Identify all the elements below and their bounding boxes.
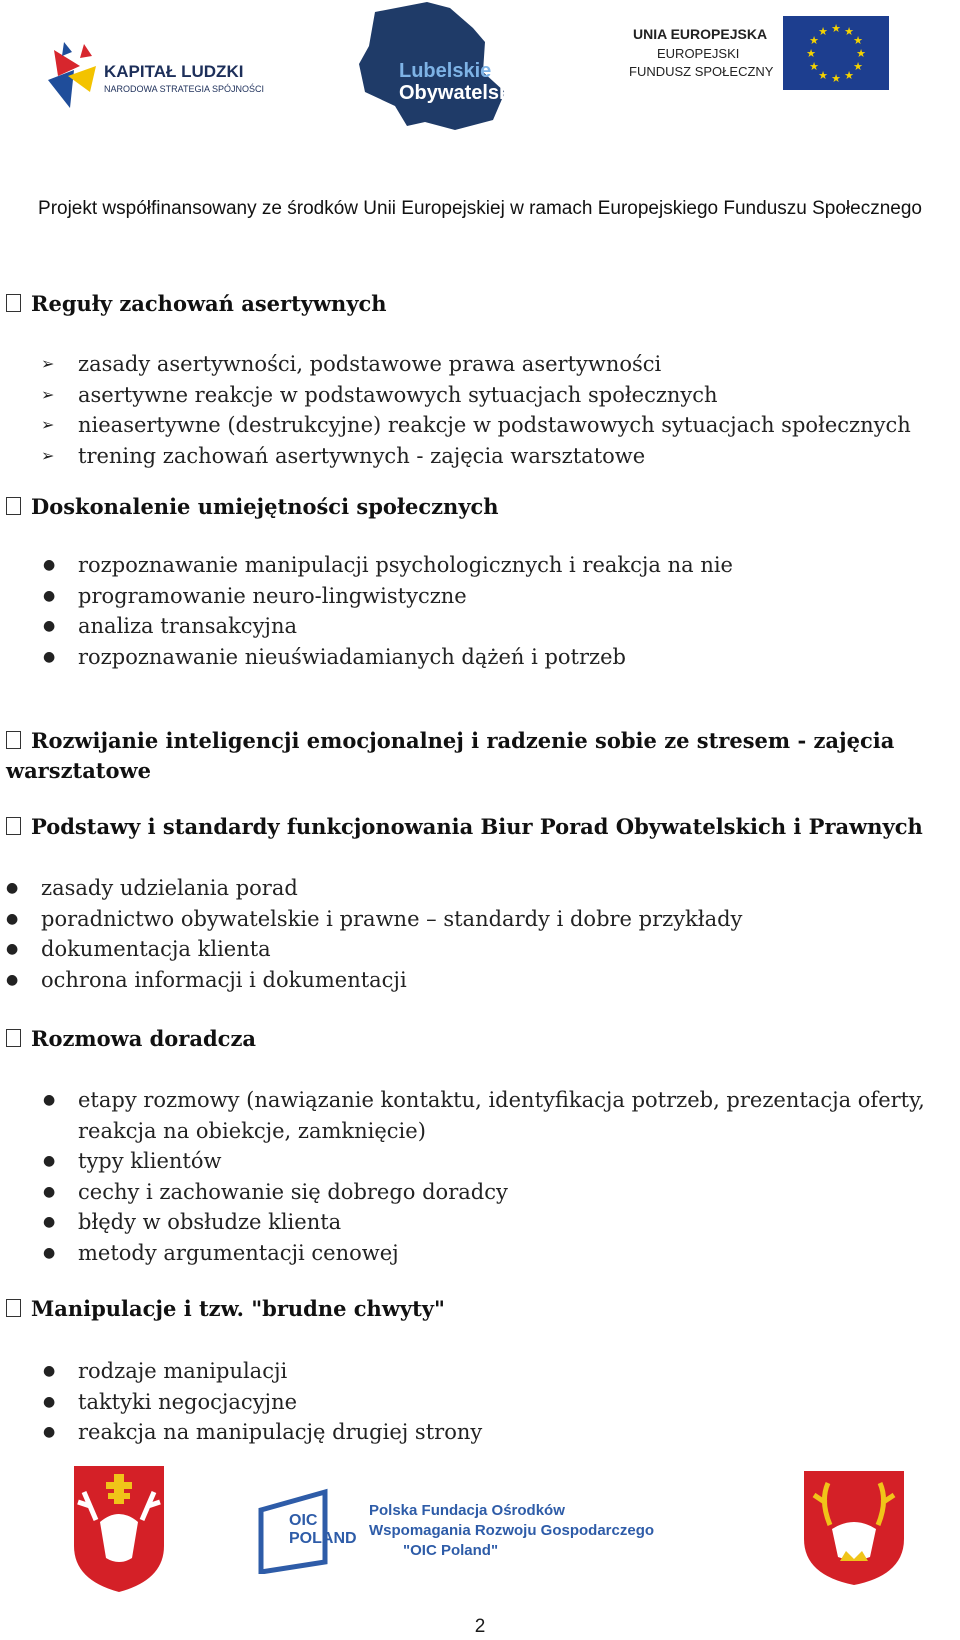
list-item: ➢ asertywne reakcje w podstawowych sytuacjach społecznych	[78, 380, 911, 411]
oic-poland-logo	[255, 1488, 715, 1574]
missing-glyph-box-icon	[6, 1299, 21, 1317]
missing-glyph-box-icon	[6, 817, 21, 835]
svg-text:★: ★	[831, 22, 841, 35]
dot-bullet-icon: ●	[43, 1363, 56, 1379]
section-title: Reguły zachowań asertywnych	[31, 291, 387, 316]
oic-mark-text2: POLAND	[289, 1530, 357, 1547]
social-skills-list	[43, 550, 733, 672]
lubelskie-obywatelskie-logo	[355, 2, 535, 130]
dot-bullet-icon: ●	[43, 618, 56, 634]
manipulation-list	[43, 1356, 483, 1448]
list-item: ● etapy rozmowy (nawiązanie kontaktu, identyfikacja potrzeb, prezentacja oferty, reakcja na obiekcje, zamknięcie)	[78, 1085, 925, 1146]
citizens-advice-list	[6, 873, 743, 995]
list-item: ➢ nieasertywne (destrukcyjne) reakcje w podstawowych sytuacjach społecznych	[78, 410, 911, 441]
stag-crest-icon	[70, 1462, 168, 1594]
section-title: Podstawy i standardy funkcjonowania Biur Porad Obywatelskich i Prawnych	[31, 814, 923, 839]
arrow-bullet-icon: ➢	[41, 354, 55, 373]
eu-line2: EUROPEJSKI	[657, 46, 740, 61]
list-item: ● rozpoznawanie manipulacji psychologicznych i reakcja na nie	[78, 550, 733, 581]
dot-bullet-icon: ●	[6, 971, 19, 988]
list-item: ● błędy w obsłudze klienta	[78, 1207, 925, 1238]
kapital-ludzki-icon	[40, 36, 114, 112]
dot-bullet-icon: ●	[43, 1424, 56, 1440]
lubelskie-line1: Lubelskie	[399, 60, 492, 82]
svg-text:★: ★	[818, 69, 828, 82]
section-title: Manipulacje i tzw. "brudne chwyty"	[31, 1296, 445, 1321]
eu-efs-logo	[615, 4, 905, 96]
oic-line1: Polska Fundacja Ośrodków	[369, 1502, 565, 1519]
hrubieszow-crest-logo	[70, 1462, 168, 1594]
dot-bullet-icon: ●	[43, 1393, 56, 1410]
svg-text:★: ★	[844, 69, 854, 82]
section-title-line1: Rozwijanie inteligencji emocjonalnej i radzenie sobie ze stresem - zajęcia	[31, 728, 895, 753]
dot-bullet-icon: ●	[43, 1244, 56, 1261]
arrow-bullet-icon: ➢	[41, 445, 55, 465]
section-heading-assertive	[6, 289, 387, 319]
svg-text:★: ★	[809, 60, 819, 73]
oic-mark-text1: OIC	[289, 1512, 318, 1529]
advisory-talk-list	[43, 1085, 925, 1268]
list-item: ● rozpoznawanie nieuświadamianych dążeń i potrzeb	[78, 642, 733, 673]
dot-bullet-icon: ●	[6, 880, 19, 896]
svg-text:★: ★	[853, 60, 863, 73]
svg-text:★: ★	[818, 25, 828, 38]
list-item: ● programowanie neuro-lingwistyczne	[78, 581, 733, 612]
list-item: ● taktyki negocjacyjne	[78, 1387, 482, 1418]
missing-glyph-box-icon	[6, 497, 21, 515]
section-heading-advisory-talk	[6, 1024, 256, 1054]
svg-text:★: ★	[806, 47, 816, 60]
kapital-ludzki-logo	[40, 36, 270, 116]
dot-bullet-icon: ●	[43, 1153, 56, 1169]
list-item: ● ochrona informacji i dokumentacji	[41, 965, 742, 996]
section-heading-social-skills	[6, 492, 499, 522]
svg-text:★: ★	[809, 34, 819, 47]
list-item: ● cechy i zachowanie się dobrego doradcy	[78, 1177, 925, 1208]
dot-bullet-icon: ●	[43, 1214, 56, 1230]
list-item: ● rodzaje manipulacji	[78, 1356, 482, 1387]
list-item: ● poradnictwo obywatelskie i prawne – standardy i dobre przykłady	[41, 904, 742, 935]
eu-flag-icon	[783, 16, 889, 90]
dot-bullet-icon: ●	[6, 941, 19, 957]
arrow-bullet-icon: ➢	[41, 384, 55, 404]
cofinancing-note: Projekt współfinansowany ze środków Unii Europejskiej w ramach Europejskiego Funduszu Społecznego	[38, 198, 922, 219]
oic-line3: "OIC Poland"	[403, 1542, 499, 1559]
kapital-ludzki-subtitle: NARODOWA STRATEGIA SPÓJNOŚCI	[104, 84, 265, 94]
list-item: ● reakcja na manipulację drugiej strony	[78, 1417, 482, 1448]
section-title-line2: warsztatowe	[6, 758, 151, 783]
svg-text:★: ★	[853, 34, 863, 47]
lubelskie-line2: Obywatelskie	[399, 82, 527, 104]
assertive-list	[41, 349, 911, 471]
missing-glyph-box-icon	[6, 731, 21, 749]
dot-bullet-icon: ●	[43, 557, 56, 573]
dot-bullet-icon: ●	[43, 1183, 56, 1200]
missing-glyph-box-icon	[6, 294, 21, 312]
eu-line3: FUNDUSZ SPOŁECZNY	[629, 64, 774, 79]
list-item: ➢ zasady asertywności, podstawowe prawa asertywności	[78, 349, 911, 380]
kapital-ludzki-title: KAPITAŁ LUDZKI	[104, 62, 244, 81]
page-number: 2	[474, 1616, 486, 1637]
section-heading-emotional-intelligence	[6, 726, 894, 786]
lubelskie-crest-logo	[800, 1467, 908, 1587]
eu-line1: UNIA EUROPEJSKA	[633, 26, 768, 42]
list-item: ● zasady udzielania porad	[41, 873, 742, 904]
dot-bullet-icon: ●	[43, 1092, 56, 1108]
list-item: ● dokumentacja klienta	[41, 934, 742, 965]
dot-bullet-icon: ●	[43, 648, 56, 665]
svg-text:★: ★	[831, 72, 841, 85]
arrow-bullet-icon: ➢	[41, 415, 55, 434]
missing-glyph-box-icon	[6, 1029, 21, 1047]
list-item: ➢ trening zachowań asertywnych - zajęcia warsztatowe	[78, 441, 911, 472]
section-heading-manipulation	[6, 1294, 445, 1324]
section-title: Rozmowa doradcza	[31, 1026, 256, 1051]
deer-crest-icon	[800, 1467, 908, 1587]
svg-text:★: ★	[844, 25, 854, 38]
section-heading-citizens-advice	[6, 812, 923, 842]
svg-text:★: ★	[856, 47, 866, 60]
dot-bullet-icon: ●	[43, 587, 56, 604]
dot-bullet-icon: ●	[6, 910, 19, 927]
oic-line2: Wspomagania Rozwoju Gospodarczego	[369, 1522, 655, 1539]
list-item: ● typy klientów	[78, 1146, 925, 1177]
list-item: ● metody argumentacji cenowej	[78, 1238, 925, 1269]
section-title: Doskonalenie umiejętności społecznych	[31, 494, 499, 519]
list-item: ● analiza transakcyjna	[78, 611, 733, 642]
